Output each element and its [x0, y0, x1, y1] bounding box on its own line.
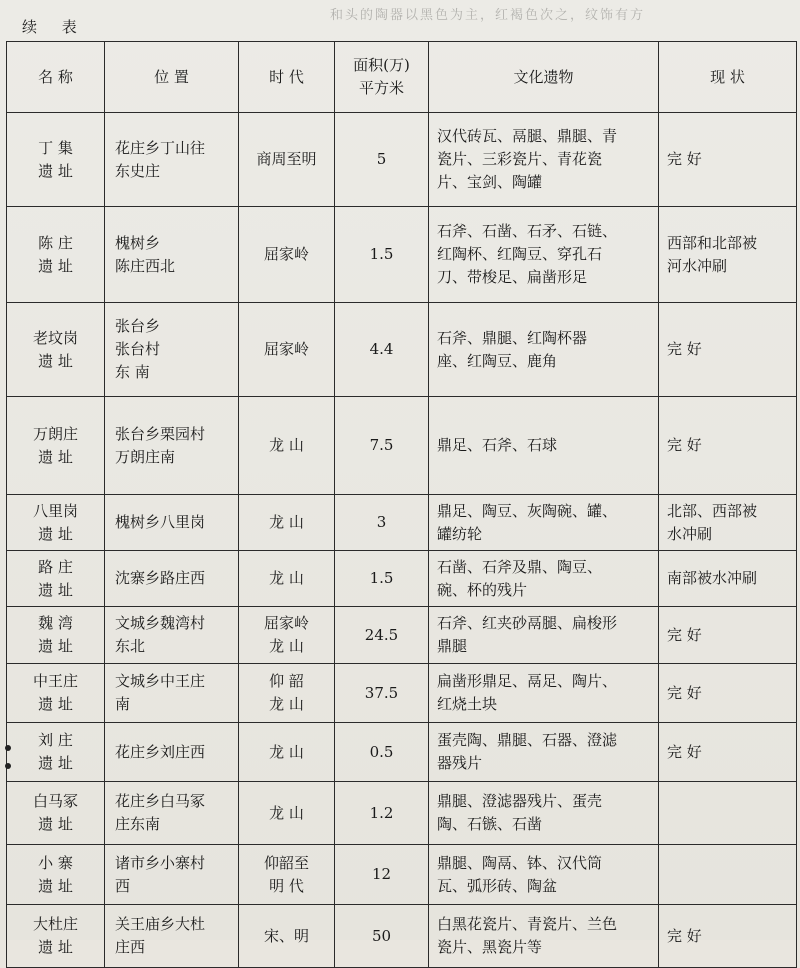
status-cell: 北部、西部被 水冲刷: [659, 495, 797, 551]
table-row: [7, 782, 797, 845]
table-row: [7, 303, 797, 397]
status-cell: 南部被水冲刷: [659, 551, 797, 607]
column-header-location: 位 置: [105, 42, 239, 113]
area-cell: 4.4: [335, 303, 429, 397]
period-cell: 龙 山: [239, 723, 335, 782]
site-name-cell: 丁 集 遗 址: [7, 113, 105, 207]
site-name-cell: 陈 庄 遗 址: [7, 207, 105, 303]
margin-dot: [5, 763, 11, 769]
location-cell: 诸市乡小寨村 西: [105, 845, 239, 905]
area-cell: 3: [335, 495, 429, 551]
bleed-through-text: 和头的陶器以黑色为主，红褐色次之，纹饰有方: [330, 8, 646, 23]
area-cell: 12: [335, 845, 429, 905]
area-cell: 0.5: [335, 723, 429, 782]
location-cell: 文城乡中王庄 南: [105, 664, 239, 723]
status-cell: [659, 782, 797, 845]
column-header-area: 面积(万) 平方米: [335, 42, 429, 113]
status-cell: 完 好: [659, 397, 797, 495]
table-row: [7, 905, 797, 968]
relics-cell: 石斧、鼎腿、红陶杯器 座、红陶豆、鹿角: [429, 303, 659, 397]
area-cell: 1.5: [335, 207, 429, 303]
area-cell: 7.5: [335, 397, 429, 495]
period-cell: 仰韶至 明 代: [239, 845, 335, 905]
column-header-name: 名 称: [7, 42, 105, 113]
relics-cell: 鼎腿、澄滤器残片、蛋壳 陶、石镞、石凿: [429, 782, 659, 845]
relics-cell: 石斧、红夹砂鬲腿、扁梭形 鼎腿: [429, 607, 659, 664]
relics-cell: 鼎足、石斧、石球: [429, 397, 659, 495]
period-cell: 龙 山: [239, 782, 335, 845]
period-cell: 商周至明: [239, 113, 335, 207]
relics-cell: 汉代砖瓦、鬲腿、鼎腿、青 瓷片、三彩瓷片、青花瓷 片、宝剑、陶罐: [429, 113, 659, 207]
status-cell: 完 好: [659, 723, 797, 782]
period-cell: 屈家岭 龙 山: [239, 607, 335, 664]
status-cell: 完 好: [659, 113, 797, 207]
location-cell: 沈寨乡路庄西: [105, 551, 239, 607]
table-row: [7, 113, 797, 207]
site-name-cell: 刘 庄 遗 址: [7, 723, 105, 782]
site-name-cell: 中王庄 遗 址: [7, 664, 105, 723]
location-cell: 文城乡魏湾村 东北: [105, 607, 239, 664]
location-cell: 花庄乡丁山往 东史庄: [105, 113, 239, 207]
area-cell: 1.2: [335, 782, 429, 845]
location-cell: 张台乡 张台村 东 南: [105, 303, 239, 397]
table-row: [7, 551, 797, 607]
column-header-relics: 文化遗物: [429, 42, 659, 113]
site-name-cell: 魏 湾 遗 址: [7, 607, 105, 664]
table-row: [7, 495, 797, 551]
table-row: [7, 664, 797, 723]
relics-cell: 扁凿形鼎足、鬲足、陶片、 红烧土块: [429, 664, 659, 723]
table-header-row: [7, 42, 797, 113]
status-cell: [659, 845, 797, 905]
site-name-cell: 老坟岗 遗 址: [7, 303, 105, 397]
period-cell: 宋、明: [239, 905, 335, 968]
area-cell: 24.5: [335, 607, 429, 664]
column-header-status: 现 状: [659, 42, 797, 113]
location-cell: 槐树乡 陈庄西北: [105, 207, 239, 303]
status-cell: 完 好: [659, 905, 797, 968]
relics-cell: 白黑花瓷片、青瓷片、兰色 瓷片、黑瓷片等: [429, 905, 659, 968]
site-name-cell: 小 寨 遗 址: [7, 845, 105, 905]
period-cell: 龙 山: [239, 495, 335, 551]
period-cell: 屈家岭: [239, 207, 335, 303]
status-cell: 完 好: [659, 664, 797, 723]
relics-cell: 鼎足、陶豆、灰陶碗、罐、 罐纺轮: [429, 495, 659, 551]
relics-cell: 蛋壳陶、鼎腿、石器、澄滤 器残片: [429, 723, 659, 782]
period-cell: 仰 韶 龙 山: [239, 664, 335, 723]
area-cell: 1.5: [335, 551, 429, 607]
table-row: [7, 397, 797, 495]
site-name-cell: 八里岗 遗 址: [7, 495, 105, 551]
status-cell: 完 好: [659, 303, 797, 397]
margin-dot: [5, 745, 11, 751]
relics-cell: 石凿、石斧及鼎、陶豆、 碗、杯的残片: [429, 551, 659, 607]
column-header-period: 时 代: [239, 42, 335, 113]
location-cell: 花庄乡刘庄西: [105, 723, 239, 782]
location-cell: 花庄乡白马冢 庄东南: [105, 782, 239, 845]
table-row: [7, 207, 797, 303]
period-cell: 龙 山: [239, 397, 335, 495]
site-name-cell: 大杜庄 遗 址: [7, 905, 105, 968]
location-cell: 槐树乡八里岗: [105, 495, 239, 551]
site-name-cell: 路 庄 遗 址: [7, 551, 105, 607]
location-cell: 关王庙乡大杜 庄西: [105, 905, 239, 968]
relics-cell: 石斧、石凿、石矛、石链、 红陶杯、红陶豆、穿孔石 刀、带梭足、扁凿形足: [429, 207, 659, 303]
table-row: [7, 607, 797, 664]
table-row: [7, 723, 797, 782]
status-cell: 完 好: [659, 607, 797, 664]
area-cell: 5: [335, 113, 429, 207]
continued-table-label: 续 表: [22, 18, 87, 36]
archaeological-sites-table: [6, 41, 797, 968]
period-cell: 龙 山: [239, 551, 335, 607]
location-cell: 张台乡栗园村 万朗庄南: [105, 397, 239, 495]
table-row: [7, 845, 797, 905]
status-cell: 西部和北部被 河水冲刷: [659, 207, 797, 303]
relics-cell: 鼎腿、陶鬲、钵、汉代筒 瓦、弧形砖、陶盆: [429, 845, 659, 905]
period-cell: 屈家岭: [239, 303, 335, 397]
site-name-cell: 白马冢 遗 址: [7, 782, 105, 845]
area-cell: 50: [335, 905, 429, 968]
area-cell: 37.5: [335, 664, 429, 723]
site-name-cell: 万朗庄 遗 址: [7, 397, 105, 495]
